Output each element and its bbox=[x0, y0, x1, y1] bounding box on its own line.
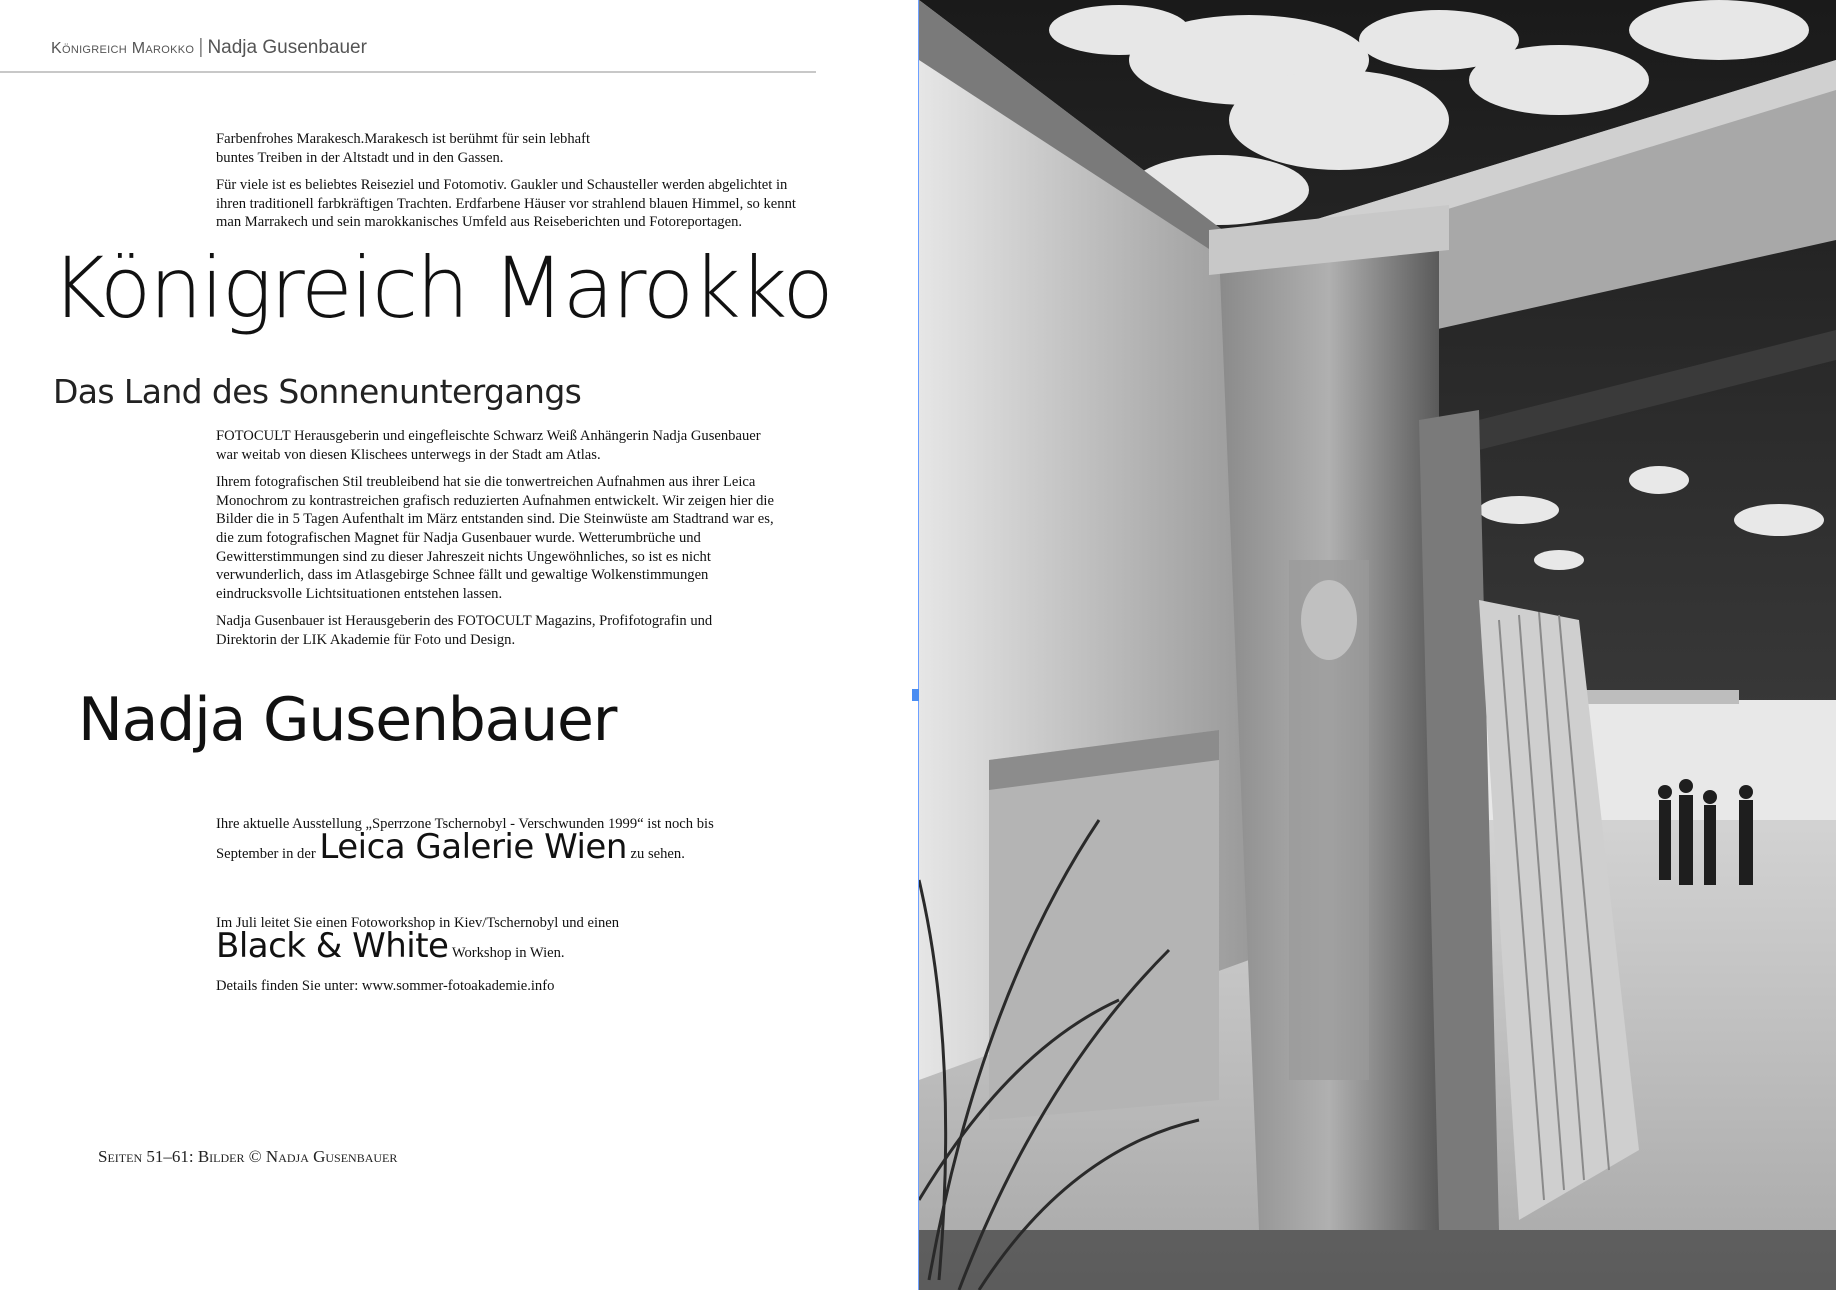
exhibition-line-2-pre: September in der bbox=[216, 846, 316, 862]
page-title: Königreich Marokko bbox=[51, 239, 832, 337]
author-name: Nadja Gusenbauer bbox=[78, 685, 617, 755]
body-paragraph-3: Nadja Gusenbauer ist Herausgeberin des FOTOCULT Magazins, Profifotografin und Direktorin der LIK Akademie für Foto und Design. bbox=[216, 613, 713, 648]
workshop-line-2 bbox=[216, 926, 565, 966]
exhibition-venue: Leica Galerie Wien bbox=[319, 827, 627, 867]
body-text bbox=[216, 427, 776, 659]
running-head-author: Nadja Gusenbauer bbox=[207, 37, 367, 58]
exhibition-line-2-post: zu sehen. bbox=[630, 846, 685, 862]
intro-paragraph-2: Für viele ist es beliebtes Reiseziel und Fotomotiv. Gaukler und Schausteller werden abgelichtet in ihren traditionell farbkräftigen Trachten. Erdfarbene Häuser vor strahlend blauen Himmel, so kennt man Marrakech und sein marokkanisches Umfeld aus Reiseberichten und Fotoreportagen. bbox=[216, 177, 796, 231]
workshop-details: Details finden Sie unter: www.sommer-fotoakademie.info bbox=[216, 978, 555, 994]
workshop-line-1: Im Juli leitet Sie einen Fotoworkshop in Kiev/Tschernobyl und einen bbox=[216, 915, 620, 931]
exhibition-line-2 bbox=[216, 827, 685, 867]
photo-illustration bbox=[919, 0, 1836, 1290]
workshop-line-2-post: Workshop in Wien. bbox=[451, 945, 565, 961]
intro-text bbox=[216, 130, 816, 241]
body-paragraph-1: FOTOCULT Herausgeberin und eingefleischte Schwarz Weiß Anhängerin Nadja Gusenbauer war weitab von diesen Klischees unterwegs in der Stadt am Atlas. bbox=[216, 428, 761, 463]
intro-paragraph-1: Farbenfrohes Marakesch.Marakesch ist berühmt für sein lebhaft buntes Treiben in der Altstadt und in den Gassen. bbox=[216, 131, 591, 166]
page-subtitle: Das Land des Sonnenuntergangs bbox=[53, 372, 582, 411]
header-rule bbox=[0, 71, 816, 73]
photo-credit: Seiten 51–61: Bilder © Nadja Gusenbauer bbox=[98, 1147, 398, 1166]
workshop-name: Black & White bbox=[216, 926, 449, 966]
running-head-separator: | bbox=[198, 36, 204, 58]
photo-gateway bbox=[919, 0, 1836, 1290]
body-paragraph-2: Ihrem fotografischen Stil treubleibend hat sie die tonwertreichen Aufnahmen aus ihrer Leica Monochrom zu kontrastreichen grafisch reduzierten Aufnahmen entwickelt. Wir zeigen hier die Bilder die in 5 Tagen Aufenthalt im März entstanden sind. Die Steinwüste am Stadtrand war es, die zum fotografischen Magnet für Nadja Gusenbauer wurde. Wetterumbrüche und Gewitterstimmungen sind zu dieser Jahreszeit nichts Ungewöhnliches, so ist es nicht verwunderlich, dass im Atlasgebirge Schnee fällt und gewaltige Wolkenstimmungen eindrucksvolle Lichtsituationen entstehen lassen. bbox=[216, 474, 774, 602]
running-head-section: Königreich Marokko bbox=[51, 40, 195, 57]
running-head bbox=[51, 36, 367, 59]
exhibition-line-1: Ihre aktuelle Ausstellung „Sperrzone Tschernobyl - Verschwunden 1999“ ist noch bis bbox=[216, 816, 714, 832]
